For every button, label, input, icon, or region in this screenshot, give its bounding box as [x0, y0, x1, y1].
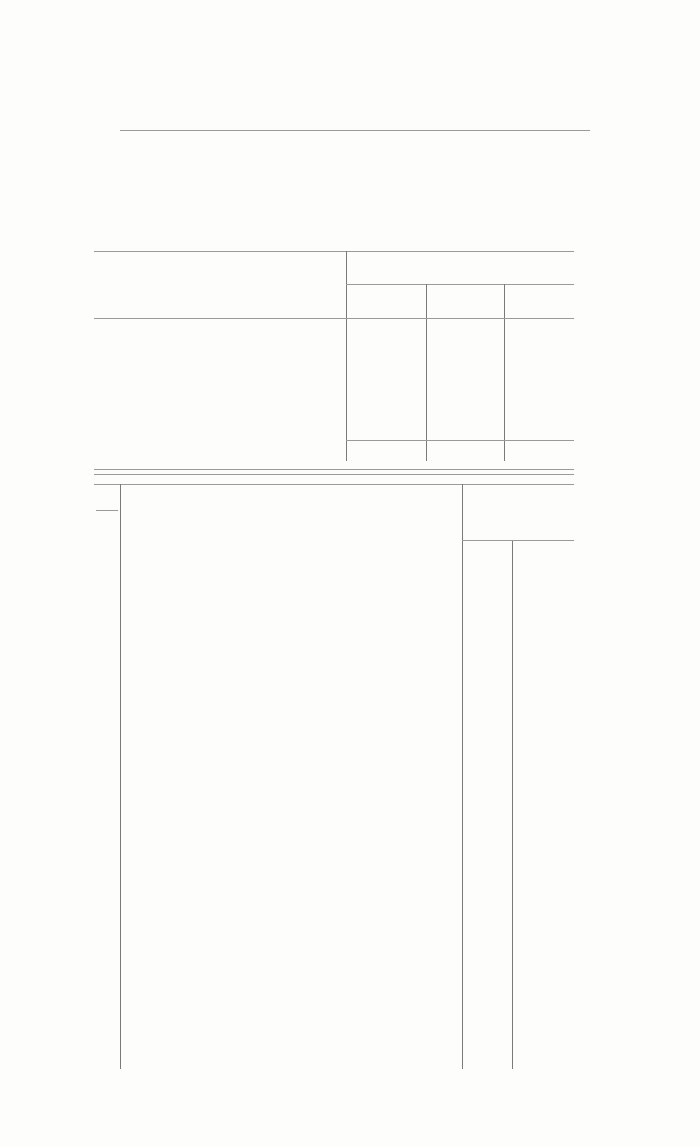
header-rule: [120, 130, 590, 131]
